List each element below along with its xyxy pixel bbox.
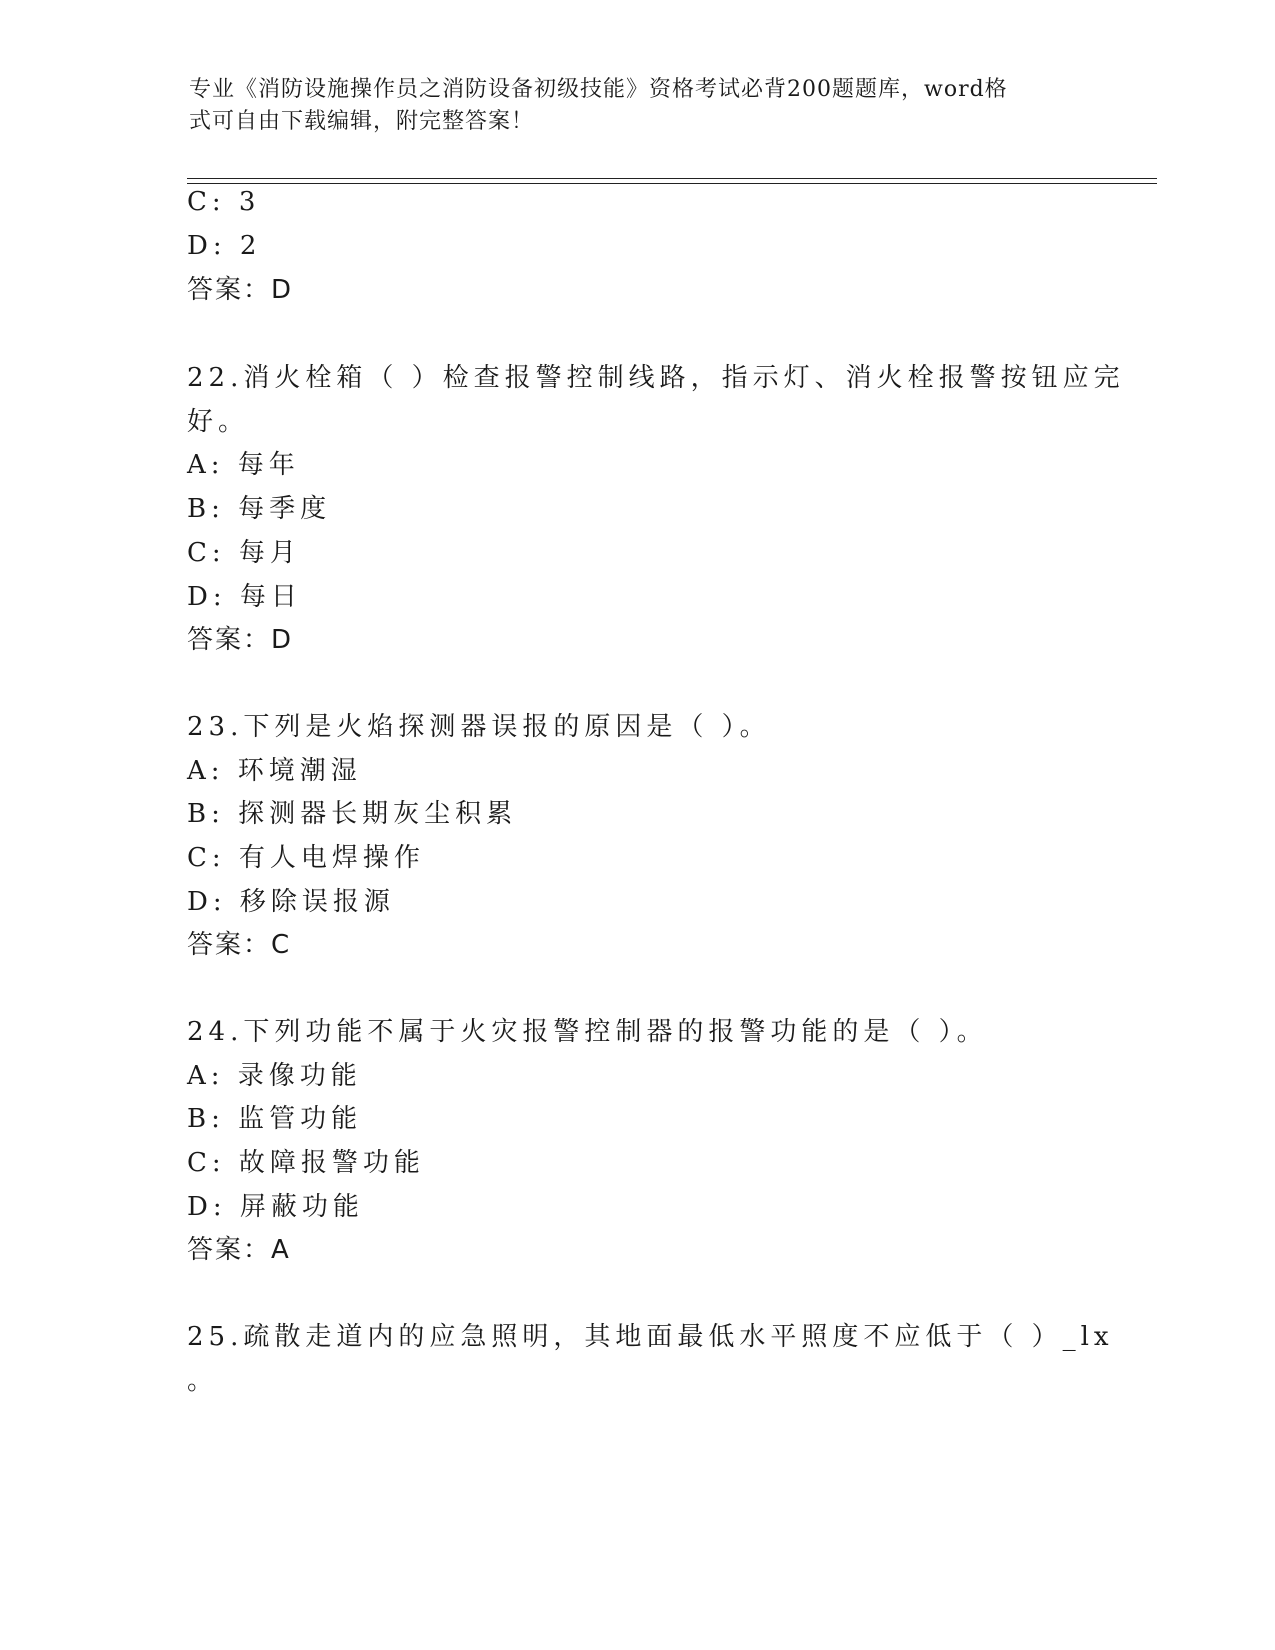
question-23-option-a: A: 环境潮湿 <box>187 756 362 786</box>
document-header <box>189 74 1069 138</box>
question-22-option-c: C: 每月 <box>187 538 301 568</box>
question-22-option-a: A: 每年 <box>187 450 300 480</box>
question-25-stem-line-1: 25.疏散走道内的应急照明，其地面最低水平照度不应低于（ ）_lx <box>187 1322 1114 1352</box>
question-23-option-b: B: 探测器长期灰尘积累 <box>187 799 518 829</box>
question-23-answer: 答案：C <box>187 930 292 960</box>
header-title-line-2: 式可自由下载编辑，附完整答案！ <box>189 109 535 134</box>
question-24-option-c: C: 故障报警功能 <box>187 1148 425 1178</box>
option-d: D: 2 <box>187 231 262 261</box>
question-22-option-b: B: 每季度 <box>187 494 332 524</box>
question-24-stem-line-1: 24.下列功能不属于火灾报警控制器的报警功能的是（ ）。 <box>187 1017 988 1047</box>
question-23-option-c: C: 有人电焊操作 <box>187 843 425 873</box>
question-23-option-d: D: 移除误报源 <box>187 887 395 917</box>
answer-line: 答案：D <box>187 275 294 305</box>
question-24-option-d: D: 屏蔽功能 <box>187 1192 364 1222</box>
question-22-answer: 答案：D <box>187 625 294 655</box>
question-24-option-b: B: 监管功能 <box>187 1104 363 1134</box>
question-24-answer: 答案：A <box>187 1235 291 1265</box>
question-24-option-a: A: 录像功能 <box>187 1061 362 1091</box>
header-divider-bottom <box>187 183 1157 184</box>
question-22-stem-line-1: 22.消火栓箱（ ）检查报警控制线路，指示灯、消火栓报警按钮应完 <box>187 363 1125 393</box>
header-title-line-1: 专业《消防设施操作员之消防设备初级技能》资格考试必背200题题库，word格 <box>189 77 1008 102</box>
question-23-stem-line-1: 23.下列是火焰探测器误报的原因是（ ）。 <box>187 712 771 742</box>
header-divider-top <box>187 178 1157 179</box>
question-22-stem-line-2: 好。 <box>187 407 250 437</box>
option-c: C: 3 <box>187 187 261 217</box>
question-25-stem-line-2: 。 <box>187 1366 219 1396</box>
question-22-option-d: D: 每日 <box>187 582 302 612</box>
